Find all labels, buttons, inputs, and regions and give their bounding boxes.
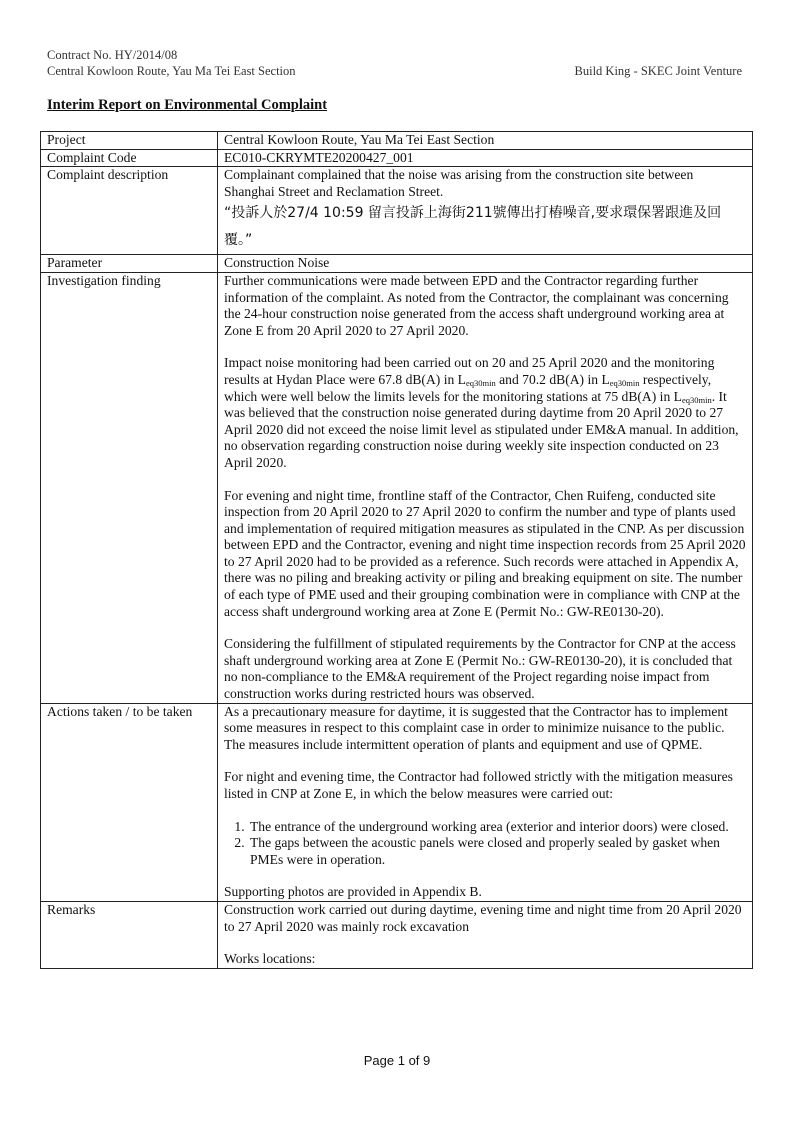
value-actions [218, 703, 753, 901]
row-complaint-code [41, 149, 753, 167]
value-parameter: Construction Noise [218, 255, 753, 273]
investigation-p2-part-c: respectively, which were well below the limits levels for the monitoring stations at 75 dB(A) in L [224, 371, 712, 404]
label-remarks: Remarks [41, 901, 218, 968]
label-actions: Actions taken / to be taken [41, 703, 218, 901]
investigation-p2-part-d: . It was believed that the construction noise generated during daytime from 20 April 2020 to 27 April 2020 did not exceed the noise limit level as stipulated under EM&A manual. In addition, no observation regarding construction noise during weekly site inspection conducted on 23 April 2020. [224, 388, 739, 470]
leq-subscript: eq30min [609, 377, 640, 388]
investigation-paragraph-2 [224, 355, 746, 471]
remarks-paragraph-1: Construction work carried out during daytime, evening time and night time from 20 April 2020 to 27 April 2020 was mainly rock excavation [224, 901, 742, 934]
joint-venture-name: Build King - SKEC Joint Venture [574, 64, 742, 78]
contract-number: Contract No. HY/2014/08 [47, 48, 178, 62]
header-project-line: Central Kowloon Route, Yau Ma Tei East Section [47, 64, 296, 78]
investigation-p2-part-b: and 70.2 dB(A) in L [495, 371, 610, 387]
row-investigation [41, 272, 753, 703]
label-complaint-code: Complaint Code [41, 149, 218, 167]
leq-subscript: eq30min [465, 377, 496, 388]
value-remarks [218, 901, 753, 968]
report-title: Interim Report on Environmental Complaint [47, 97, 328, 113]
row-actions [41, 703, 753, 901]
row-project [41, 132, 753, 150]
row-parameter [41, 255, 753, 273]
complaint-quote: “投訴人於27/4 10:59 留言投訴上海街211號傳出打樁噪音,要求環保署跟進及回覆。” [224, 205, 722, 249]
investigation-p2-part-a: Impact noise monitoring had been carried out on 20 and 25 April 2020 and the monitoring results at Hydan Place were 67.8 dB(A) in L [224, 355, 715, 387]
row-complaint-description [41, 167, 753, 255]
investigation-paragraph-3: For evening and night time, frontline staff of the Contractor, Chen Ruifeng, conducted site inspection from 20 April 2020 to 27 April 2020 to confirm the number and type of plants used and implementation of required mitigation measures as stipulated in the CNP. As per discussion between EPD and the Contractor, evening and night time inspection records from 25 April 2020 to 27 April 2020 had to be provided as a reference. Such records were attached in Appendix A, there was no piling and breaking activity or piling and breaking equipment on site. The number of each type of PME used and their grouping combination were in compliance with CNP at the access shaft underground working area at Zone E (Permit No.: GW-RE0130-20). [224, 487, 746, 619]
value-complaint-description [218, 167, 753, 255]
investigation-paragraph-4: Considering the fulfillment of stipulated requirements by the Contractor for CNP at the access shaft underground working area at Zone E (Permit No.: GW-RE0130-20), it is concluded that no non-compliance to the EM&A requirement of the Project regarding noise impact from construction works during restricted hours was observed. [224, 636, 736, 702]
label-complaint-description: Complaint description [41, 167, 218, 255]
value-project: Central Kowloon Route, Yau Ma Tei East Section [218, 132, 753, 150]
investigation-paragraph-1: Further communications were made between EPD and the Contractor regarding further information of the complaint. As noted from the Contractor, the complainant was concerning the 24-hour construction noise generated from the access shaft underground working area at Zone E from 20 April 2020 to 27 April 2020. [224, 272, 729, 338]
actions-paragraph-3: Supporting photos are provided in Appendix B. [224, 884, 482, 900]
label-parameter: Parameter [41, 255, 218, 273]
value-investigation [218, 272, 753, 703]
value-complaint-code: EC010-CKRYMTE20200427_001 [218, 149, 753, 167]
actions-paragraph-2: For night and evening time, the Contractor had followed strictly with the mitigation measures listed in CNP at Zone E, in which the below measures were carried out: [224, 769, 733, 801]
row-remarks [41, 901, 753, 968]
label-project: Project [41, 132, 218, 150]
measures-list [224, 819, 746, 869]
remarks-paragraph-2: Works locations: [224, 951, 316, 967]
complaint-table [40, 131, 753, 969]
list-item: 1. The entrance of the underground working area (exterior and interior doors) were closed. [248, 819, 746, 836]
list-item: 2. The gaps between the acoustic panels were closed and properly sealed by gasket when PMEs were in operation. [248, 835, 746, 868]
leq-subscript: eq30min [681, 394, 712, 405]
page-number: Page 1 of 9 [363, 1053, 431, 1068]
actions-paragraph-1: As a precautionary measure for daytime, it is suggested that the Contractor has to implement some measures in respect to this complaint case in order to minimize nuisance to the public. The measures include intermittent operation of plants and equipment and use of QPME. [224, 703, 728, 752]
complaint-description-text: Complainant complained that the noise was arising from the construction site between Shanghai Street and Reclamation Street. [224, 167, 694, 199]
label-investigation: Investigation finding [41, 272, 218, 703]
